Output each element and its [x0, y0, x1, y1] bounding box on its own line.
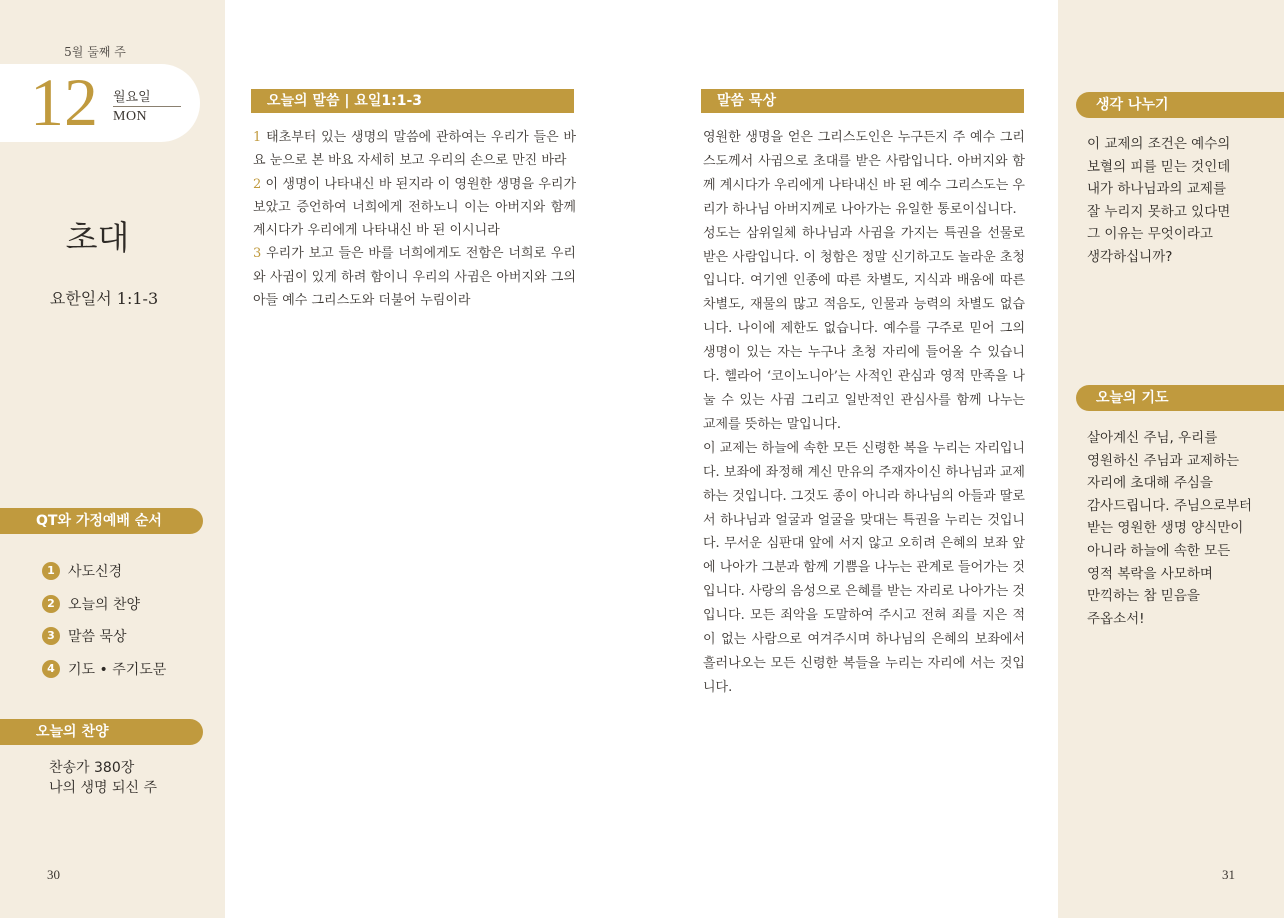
- verse: [253, 242, 576, 312]
- share-heading: 생각 나누기: [1076, 92, 1284, 118]
- prayer-line: 영적 복락을 사모하며: [1087, 565, 1213, 582]
- weekday-divider: [113, 106, 181, 107]
- prayer-line: 주옵소서!: [1087, 610, 1145, 627]
- verse-text: 태초부터 있는 생명의 말씀에 관하여는 우리가 들은 바요 눈으로 본 바요 자세히 보고 우리의 손으로 만진 바라: [253, 130, 576, 169]
- prayer-line: 살아계신 주님, 우리를: [1087, 430, 1218, 446]
- scripture-reference: 요한일서 1:1-3: [49, 289, 159, 308]
- order-item-label: 말씀 묵상: [68, 629, 127, 646]
- hymn-number: 찬송가 380장: [49, 760, 135, 776]
- day-number: 12: [30, 64, 98, 140]
- week-label: 5월 둘째 주: [64, 45, 126, 59]
- prayer-line: 영원하신 주님과 교제하는: [1087, 452, 1240, 469]
- order-item-label: 기도 • 주기도문: [68, 661, 167, 678]
- order-item-label: 사도신경: [68, 564, 123, 581]
- prayer-line: 자리에 초대해 주심을: [1087, 475, 1213, 492]
- page-number-right: 31: [1222, 867, 1235, 882]
- meditation-heading: 말씀 묵상: [701, 89, 1024, 113]
- verse: [253, 173, 576, 243]
- word-heading: 오늘의 말씀 | 요일1:1-3: [251, 89, 574, 113]
- meditation-paragraph: 영원한 생명을 얻은 그리스도인은 누구든지 주 예수 그리스도께서 사귐으로 초대를 받은 사람입니다. 아버지와 함께 계시다가 우리에게 나타내신 바 된 예수 그리스도는 우리가 하나님 아버지께로 나아가는 유일한 통로이십니다.: [703, 130, 1025, 217]
- prayer-text: [1087, 427, 1257, 630]
- hymn-heading: 오늘의 찬양: [0, 719, 203, 745]
- order-item: [42, 588, 166, 621]
- verse-list: [253, 126, 576, 312]
- share-line: 내가 하나님과의 교제를: [1087, 181, 1226, 198]
- verse-number: 2: [253, 176, 262, 192]
- share-line: 이 교제의 조건은 예수의: [1087, 136, 1231, 152]
- verse-number: 3: [253, 246, 262, 262]
- meditation-paragraph: 이 교제는 하늘에 속한 모든 신령한 복을 누리는 자리입니다. 보좌에 좌정해 계신 만유의 주재자이신 하나님과 교제하는 것입니다. 그것도 종이 아니라 하나님의 아들과 딸로서 하나님과 얼굴과 얼굴을 맞대는 특권을 누리는 것입니다. 무서운 심판대 앞에 서지 않고 오히려 은혜의 보좌 앞에 나아가 그분과 함께 기쁨을 나누는 관계로 들어가는 것입니다. 사랑의 음성으로 은혜를 받는 자리로 나아가는 것입니다. 모든 죄악을 도말하여 주시고 전혀 죄를 지은 적이 없는 사람으로 여겨주시며 하나님의 은혜의 보좌에서 흘러나오는 모든 신령한 복들을 누리는 자리에 서는 것입니다.: [703, 440, 1025, 695]
- share-questions: [1087, 133, 1257, 269]
- order-item-label: 오늘의 찬양: [68, 596, 141, 613]
- hymn-title: 나의 생명 되신 주: [49, 780, 158, 796]
- weekday-english: MON: [113, 109, 148, 124]
- page-title: 초대: [65, 218, 130, 257]
- verse-number: 1: [253, 130, 262, 145]
- verse-text: 이 생명이 나타내신 바 된지라 이 영원한 생명을 우리가 보았고 증언하여 너희에게 전하노니 이는 아버지와 함께 계시다가 우리에게 나타내신 바 된 이시니라: [253, 176, 576, 239]
- share-line: 생각하십니까?: [1087, 248, 1173, 265]
- order-item: [42, 555, 166, 588]
- prayer-line: 감사드립니다. 주님으로부터: [1087, 497, 1253, 514]
- weekday-korean: 월요일: [113, 90, 151, 105]
- order-heading: QT와 가정예배 순서: [0, 508, 203, 534]
- number-badge: 4: [42, 660, 60, 678]
- hymn-info: [49, 758, 157, 798]
- share-line: 보혈의 피를 믿는 것인데: [1087, 158, 1231, 175]
- number-badge: 3: [42, 627, 60, 645]
- order-item: [42, 620, 166, 653]
- meditation-body: [703, 126, 1025, 700]
- prayer-line: 받는 영원한 생명 양식만이: [1087, 520, 1244, 537]
- prayer-line: 아니라 하늘에 속한 모든: [1087, 542, 1231, 559]
- prayer-heading: 오늘의 기도: [1076, 385, 1284, 411]
- order-item: [42, 653, 166, 686]
- meditation-paragraph: 성도는 삼위일체 하나님과 사귐을 가지는 특권을 선물로 받은 사람입니다. 이 청함은 정말 신기하고도 놀라운 초청입니다. 여기엔 인종에 따른 차별도, 지식과 배움에 따른 차별도, 재물의 많고 적음도, 인물과 능력의 차별도 없습니다. 나이에 제한도 없습니다. 예수를 구주로 믿어 그의 생명이 있는 자는 누구나 초청 자리에 들어올 수 있습니다. 헬라어 ‘코이노니아’는 사적인 관심과 영적 만족을 나눌 수 있는 사귐 그리고 일반적인 관심사를 함께 나누는 교제를 뜻하는 말입니다.: [703, 225, 1025, 432]
- page-number-left: 30: [47, 867, 60, 882]
- share-line: 그 이유는 무엇이라고: [1087, 226, 1213, 243]
- number-badge: 1: [42, 562, 60, 580]
- number-badge: 2: [42, 595, 60, 613]
- order-list: [42, 555, 166, 685]
- verse: [253, 126, 576, 173]
- verse-text: 우리가 보고 들은 바를 너희에게도 전함은 너희로 우리와 사귐이 있게 하려 함이니 우리의 사귐은 아버지와 그의 아들 예수 그리스도와 더불어 누림이라: [253, 246, 576, 309]
- prayer-line: 만끽하는 참 믿음을: [1087, 588, 1200, 605]
- share-line: 잘 누리지 못하고 있다면: [1087, 203, 1231, 220]
